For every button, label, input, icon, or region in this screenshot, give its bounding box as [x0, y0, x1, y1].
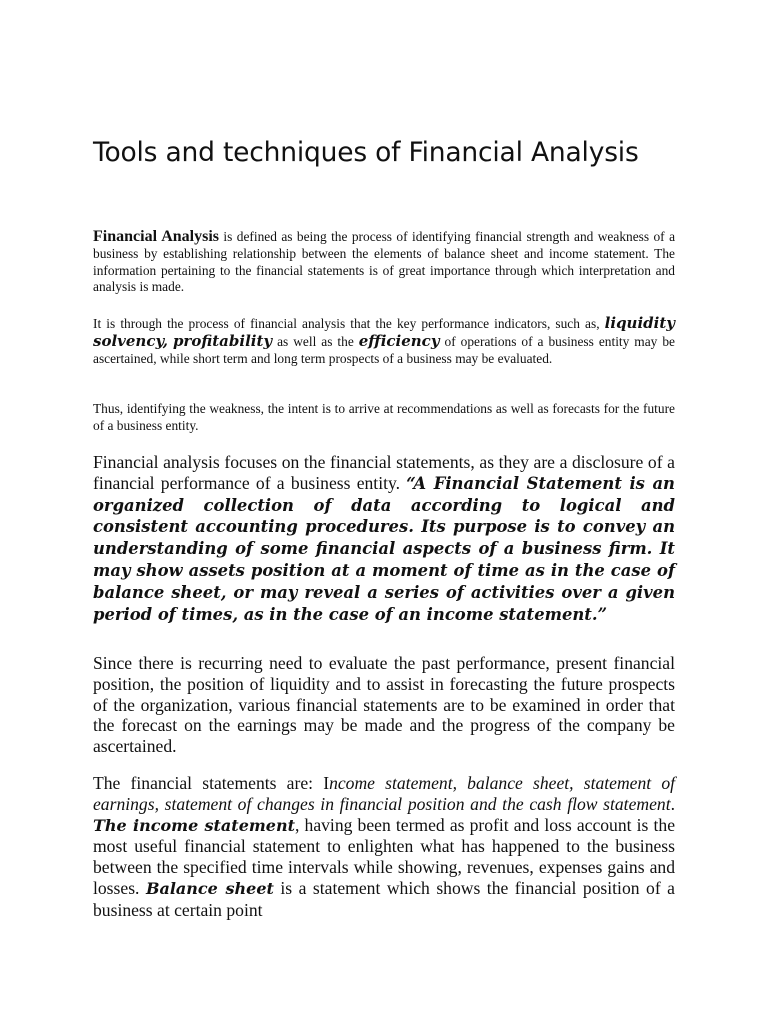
paragraph-text: It is through the process of financial analysis that the key performance indicators, such as, — [93, 316, 605, 331]
keyword-profitability: profitability — [172, 331, 273, 350]
paragraph-text: is a statement which shows the financial position of a business at certain point — [93, 877, 675, 920]
paragraph-statements — [93, 773, 675, 921]
paragraph-text: of operations of a business entity may be ascertained, while short term and long term prospects of a business may be evaluated. — [93, 333, 675, 366]
term-income-statement: The income statement — [93, 815, 296, 835]
paragraph-definition — [93, 229, 675, 296]
italic-statement-list: ncome statement, balance sheet, statement of earnings, statement of changes in financial position and the cash flow statement — [93, 773, 675, 814]
definition-quote: “A Financial Statement is an organized collection of data according to logical and consistent accounting procedures. Its purpose is to convey an understanding of some financial aspects of a business firm. It may show assets position at a moment of time as in the case of balance sheet, or may reveal a series of activities over a given period of times, as in the case of an income statement.” — [93, 473, 675, 624]
page-title: Tools and techniques of Financial Analysis — [93, 137, 639, 168]
paragraph-indicators — [93, 315, 675, 367]
paragraph-text: is defined as being the process of identifying financial strength and weakness of a business by establishing relationship between the elements of balance sheet and income statement. The information pertaining to the financial statements is of great importance through which interpretation and analysis is made. — [93, 229, 676, 295]
paragraph-text: , having been termed as profit and loss account is the most useful financial statement to enlighten what has happened to the business between the specified time intervals while showing, revenues, expenses gains and losses. — [93, 814, 676, 898]
keyword-efficiency: efficiency — [358, 331, 440, 350]
paragraph-text: The financial statements are: I — [93, 773, 330, 793]
paragraph-text: . — [670, 793, 675, 814]
paragraph-text: Thus, identifying the weakness, the intent is to arrive at recommendations as well as forecasts for the future of a business entity. — [93, 401, 675, 433]
paragraph-text: as well as the — [272, 333, 359, 349]
keyword-liquidity: liquidity solvency, — [93, 314, 675, 350]
term-balance-sheet: Balance sheet — [145, 878, 274, 898]
paragraph-weakness — [93, 401, 675, 435]
paragraph-text: Financial analysis focuses on the financial statements, as they are a disclosure of a financial performance of a business entity. — [93, 452, 675, 493]
paragraph-recurring-need — [93, 653, 675, 757]
paragraph-focus — [93, 452, 675, 625]
paragraph-text: Since there is recurring need to evaluate the past performance, present financial position, the position of liquidity and to assist in forecasting the future prospects of the organization, various financial statements are to be examined in order that the forecast on the earnings may be made and the progress of the company be ascertained. — [93, 653, 675, 757]
lead-term: Financial Analysis — [93, 228, 219, 245]
